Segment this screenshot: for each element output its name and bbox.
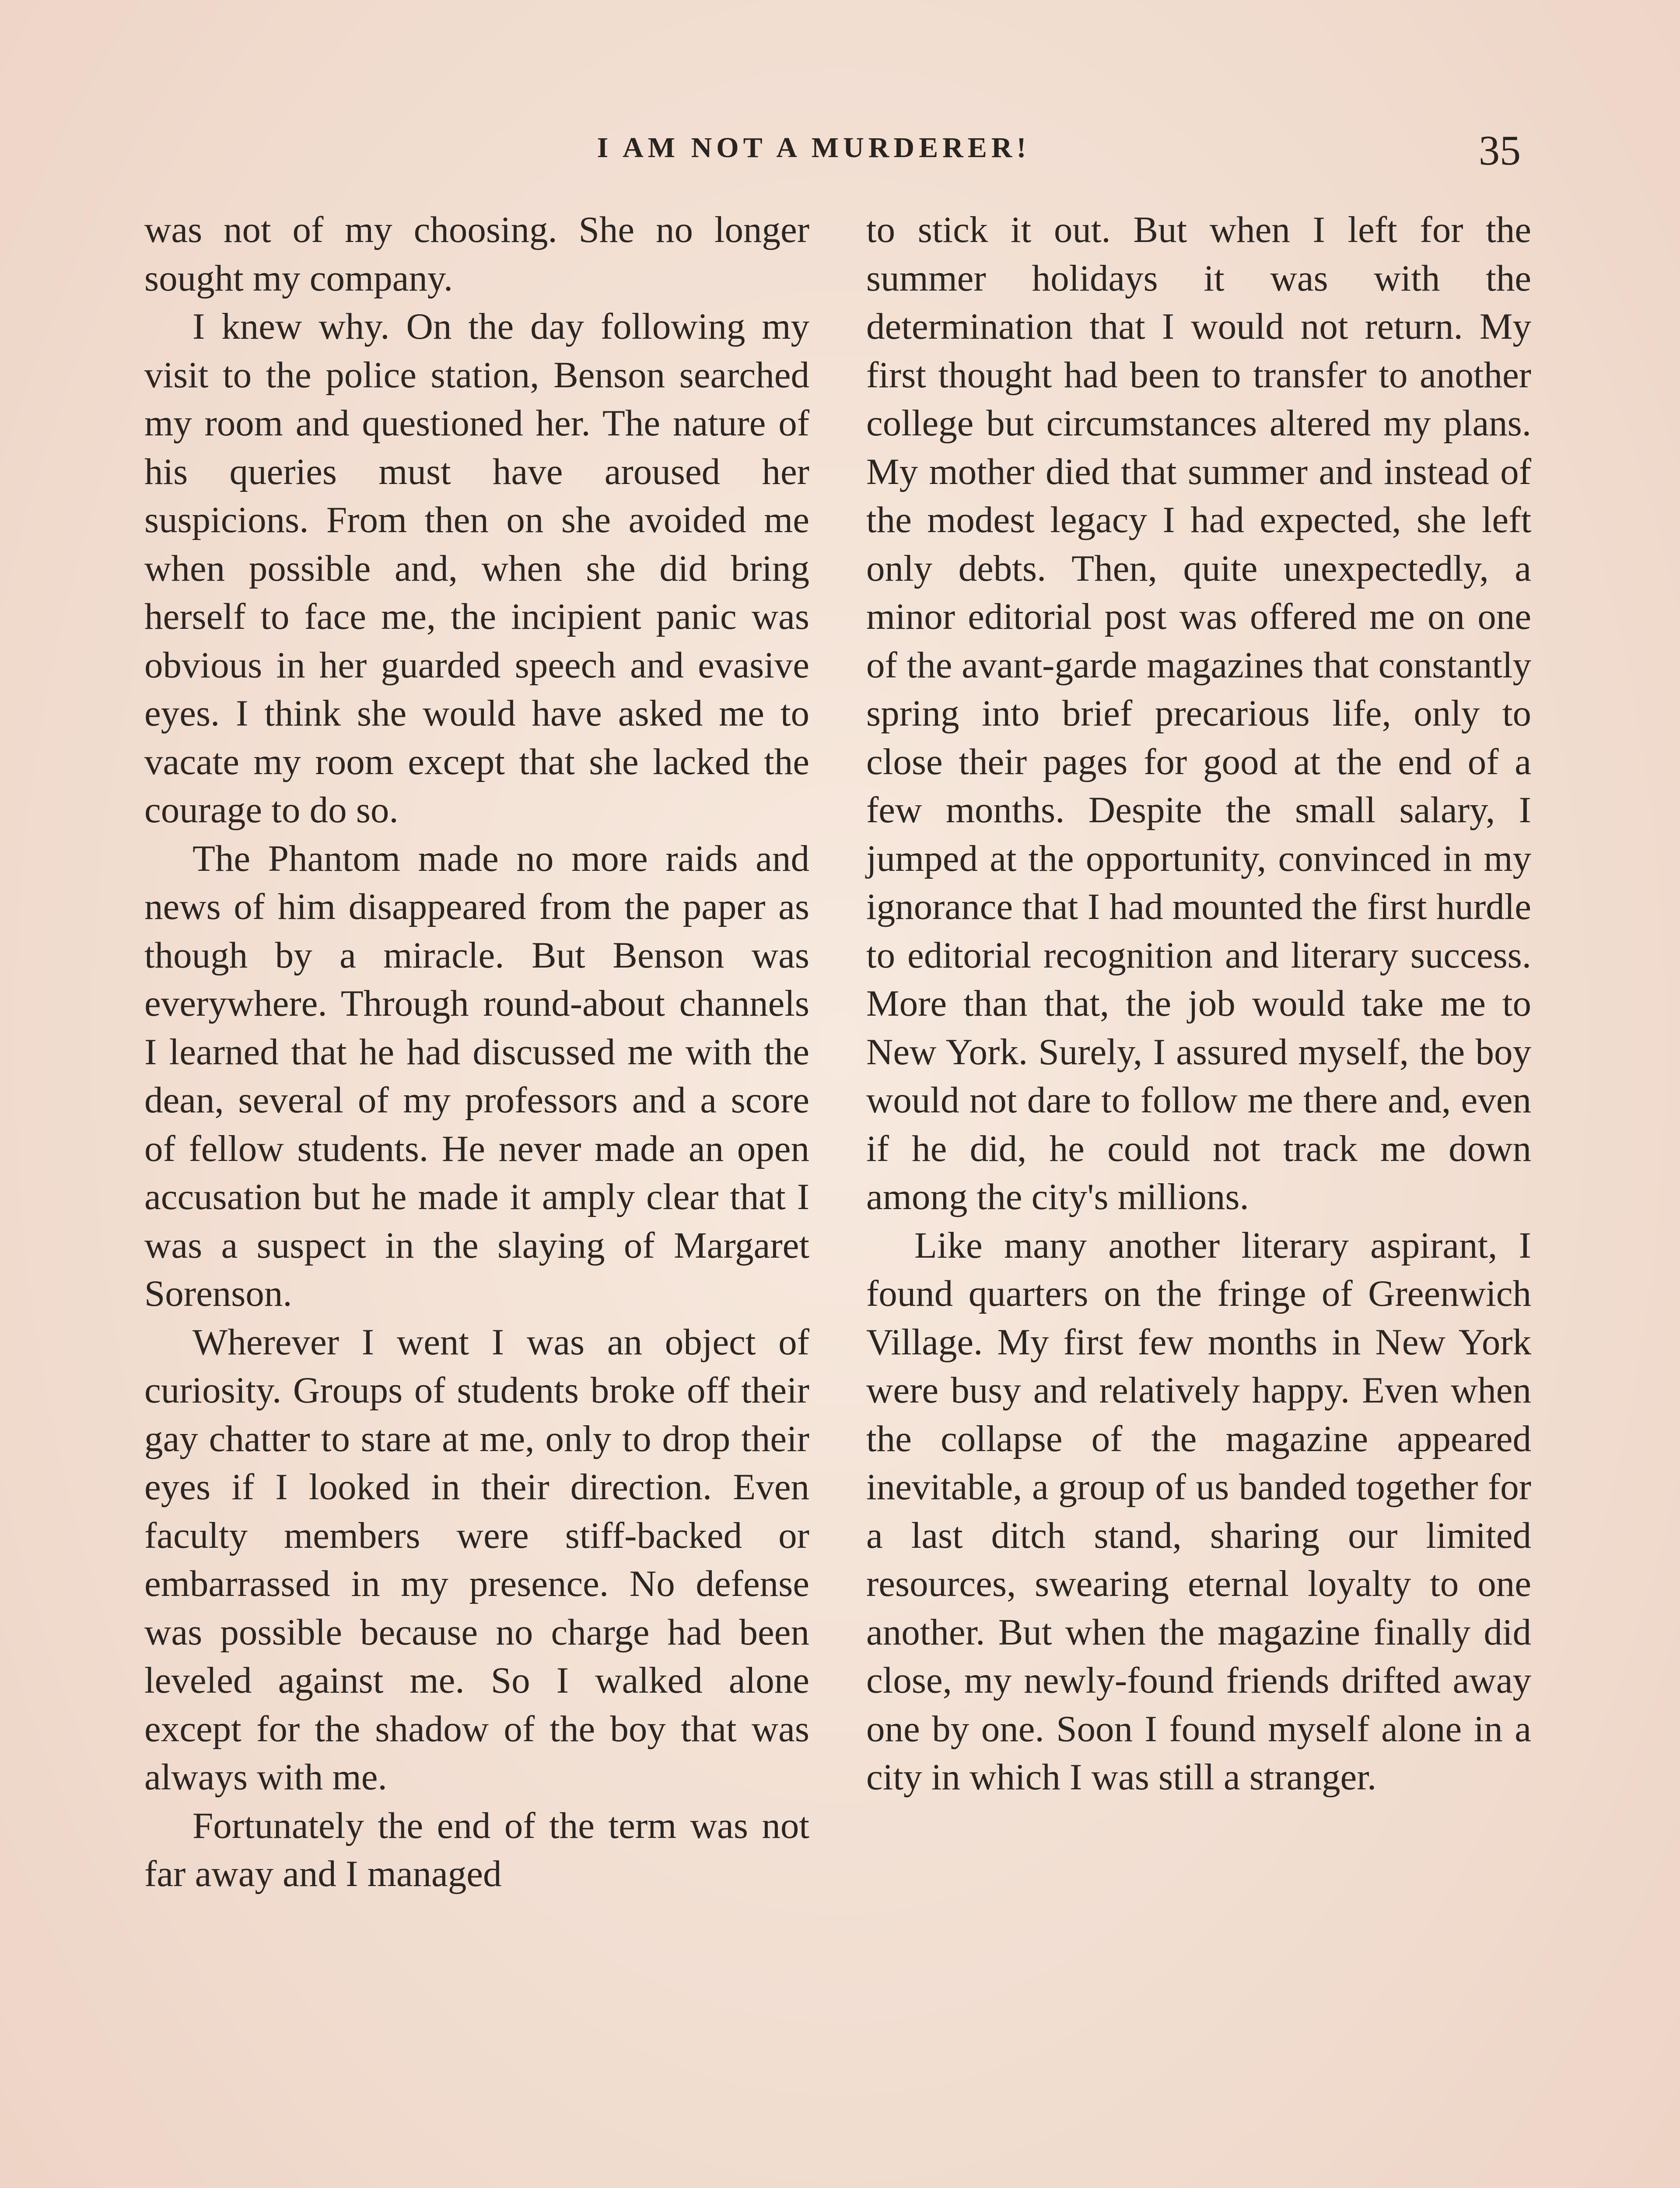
right-column [866,206,1531,1802]
paragraph: was not of my choosing. She no longer sought my company. [144,209,809,299]
paragraph: The Phantom made no more raids and news of him disappeared from the paper as though by a miracle. But Benson was everywhere. Through round-about channels I learned that he had discussed me with the dean, several of my professors and a score of fellow students. He never made an open accusation but he made it amply clear that I was a suspect in the slaying of Margaret Sorenson. [144,838,809,1314]
paragraph: Fortunately the end of the term was not far away and I managed [144,1805,809,1894]
page-number: 35 [1479,127,1521,174]
paragraph: I knew why. On the day following my visit to the police station, Benson searched my room and questioned her. The nature of his queries must have aroused her suspicions. From then on she avoided me when possible and, when she did bring herself to face me, the incipient panic was obvious in her guarded speech and evasive eyes. I think she would have asked me to vacate my room except that she lacked the courage to do so. [144,306,809,831]
left-column [144,206,809,1898]
paragraph: Wherever I went I was an object of curiosity. Groups of students broke off their gay chatter to stare at me, only to drop their eyes if I looked in their direction. Even faculty members were stiff-backed or embarrassed in my presence. No defense was possible because no charge had been leveled against me. So I walked alone except for the shadow of the boy that was always with me. [144,1321,809,1798]
paragraph: Like many another literary aspirant, I found quarters on the fringe of Greenwich Village. My first few months in New York were busy and relatively happy. Even when the collapse of the magazine appeared inevitable, a group of us banded together for a last ditch stand, sharing our limited resources, swearing eternal loyalty to one another. But when the magazine finally did close, my newly-found friends drifted away one by one. Soon I found myself alone in a city in which I was still a stranger. [866,1224,1531,1798]
paragraph: to stick it out. But when I left for the summer holidays it was with the determination that I would not return. My first thought had been to transfer to another college but circumstances altered my plans. My mother died that summer and instead of the modest legacy I had expected, she left only debts. Then, quite unexpectedly, a minor editorial post was offered me on one of the avant-garde magazines that constantly spring into brief precarious life, only to close their pages for good at the end of a few months. Despite the small salary, I jumped at the opportunity, convinced in my ignorance that I had mounted the first hurdle to editorial recognition and literary success. More than that, the job would take me to New York. Surely, I assured myself, the boy would not dare to follow me there and, even if he did, he could not track me down among the city's millions. [866,209,1531,1217]
running-head: I AM NOT A MURDERER! [597,132,1031,164]
